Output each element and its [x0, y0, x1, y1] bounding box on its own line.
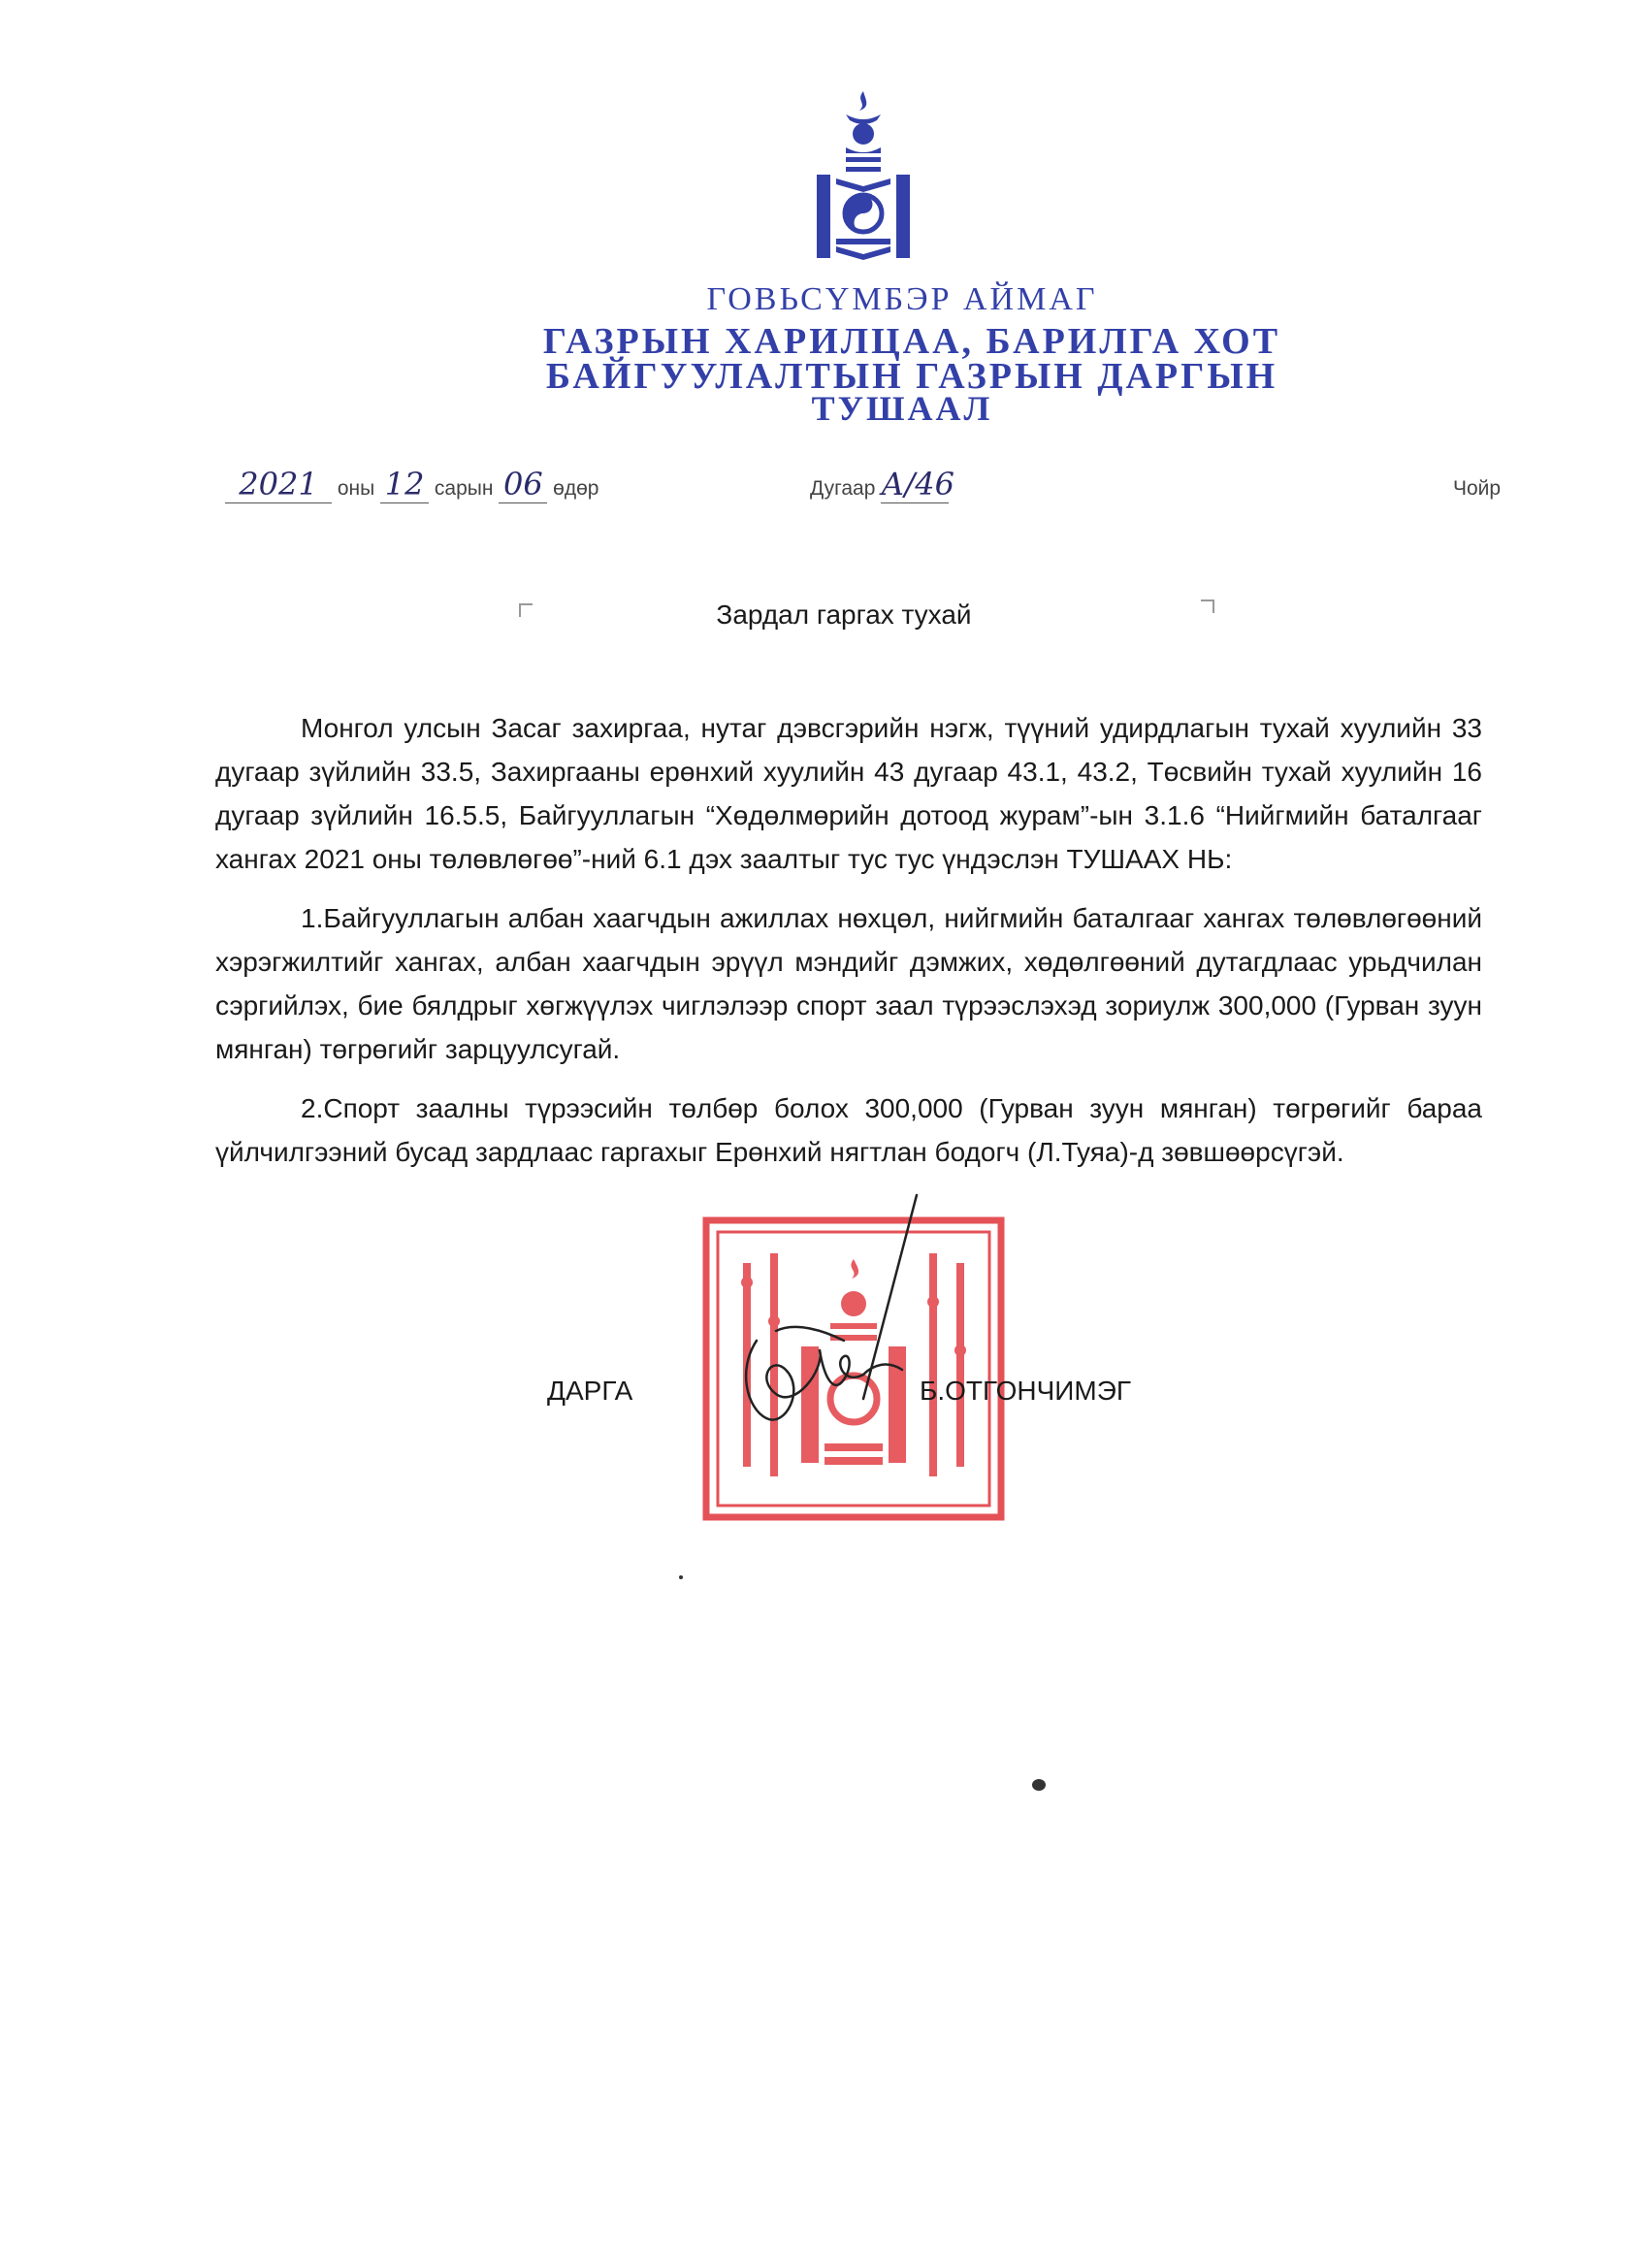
signer-name: Б.ОТГОНЧИМЭГ [920, 1376, 1132, 1406]
scan-speck [1032, 1779, 1046, 1791]
date-year: 2021 [225, 466, 332, 503]
paragraph-2: 2.Спорт заалны түрээсийн төлбөр болох 300,000 (Гурван зуун мянган) төгрөгийг бараа үйлчилгээний бусад зардлаас гаргахыг Ерөнхий нягтлан бодогч (Л.Туяа)-д зөвшөөрсүгэй. [215, 1093, 1482, 1167]
number-label: Дугаар [810, 477, 876, 500]
signer-title: ДАРГА [547, 1376, 633, 1406]
handwritten-signature-icon [718, 1185, 951, 1476]
place: Чойр [1453, 477, 1502, 500]
header-agency-line2: БАЙГУУЛАЛТЫН ГАЗРЫН ДАРГЫН [545, 356, 1278, 397]
month-label: сарын [434, 477, 494, 500]
subject-title: Зардал гаргах тухай [716, 599, 972, 630]
scan-speck [679, 1575, 683, 1579]
header-doc-type: ТУШААЛ [811, 389, 993, 428]
number-line [810, 466, 954, 503]
soyombo-emblem-icon [817, 89, 910, 260]
date-day: 06 [499, 466, 547, 503]
paragraph-preamble: Монгол улсын Засаг захиргаа, нутаг дэвсгэрийн нэгж, түүний удирдлагын тухай хуулийн 33 дугаар зүйлийн 33.5, Захиргааны ерөнхий хуулийн 43 дугаар 43.1, 43.2, Төсвийн тухай хуулийн 16 дугаар зүйлийн 16.5.5, Байгууллагын “Хөдөлмөрийн дотоод журам”-ын 3.1.6 “Нийгмийн баталгааг хангах 2021 оны төлөвлөгөө”-ний 6.1 дэх заалтыг тус тус үндэслэн ТУШААХ НЬ: [215, 713, 1482, 874]
date-line [225, 466, 598, 503]
year-label: оны [337, 477, 375, 500]
date-month: 12 [380, 466, 429, 503]
paragraph-1: 1.Байгууллагын албан хаагчдын ажиллах нөхцөл, нийгмийн баталгааг хангах төлөвлөгөөний хэрэгжилтийг хангах, албан хаагчдын эрүүл мэндийг дэмжих, хөдөлгөөний дутагдлаас урьдчилан сэргийлэх, бие бялдрыг хөгжүүлэх чиглэлээр спорт заал түрээслэхэд зориулж 300,000 (Гурван зуун мянган) төгрөгийг зарцуулсугай. [215, 903, 1482, 1064]
document-number: А/46 [881, 466, 954, 502]
document-body [215, 706, 1482, 1189]
day-label: өдөр [553, 477, 599, 500]
header-province: ГОВЬСҮМБЭР АЙМАГ [706, 281, 1098, 317]
header-agency-line1: ГАЗРЫН ХАРИЛЦАА, БАРИЛГА ХОТ [542, 321, 1281, 362]
